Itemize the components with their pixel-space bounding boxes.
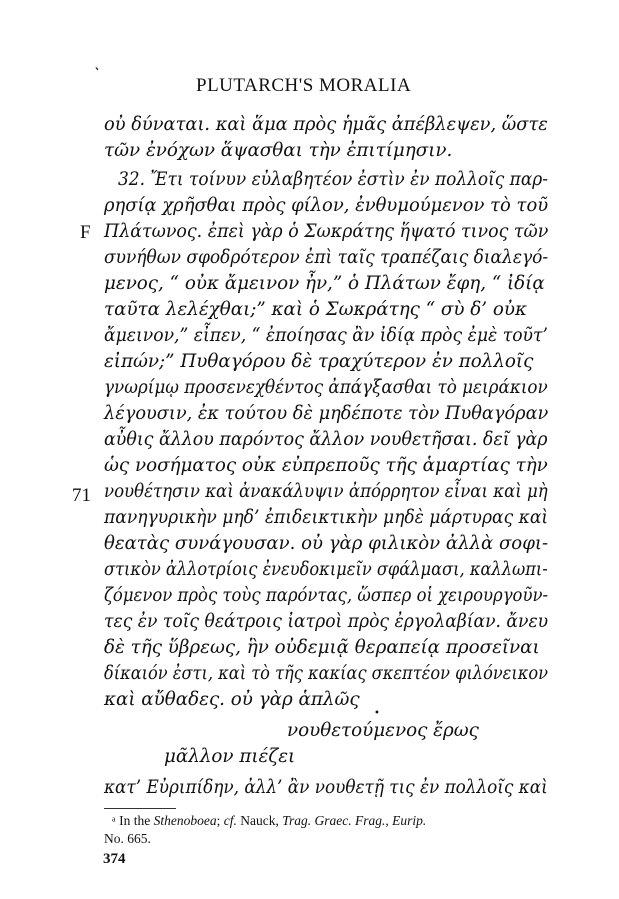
footnote-work-title: Sthenoboea [153, 813, 217, 828]
footnote-text: In the [115, 813, 154, 828]
footnote [112, 813, 426, 829]
footnote-text: Nauck, [236, 813, 283, 828]
text-line: αὖθις ἄλλου παρόντος ἄλλον νουθετῆσαι. δεῖ γὰρ [104, 429, 548, 450]
text-line: γνωρίμῳ προσενεχθέντος ἀπάγξασθαι τὸ μειράκιον [104, 377, 548, 398]
verse-mark: • [374, 708, 380, 719]
margin-letter-f: F [80, 222, 91, 243]
text-line: δὲ τῆς ὕβρεως, ἣν οὐδεμιᾷ θεραπείᾳ προσεῖναι [104, 637, 540, 658]
running-head: PLUTARCH'S MORALIA [196, 75, 412, 96]
margin-section-number: 71 [72, 485, 91, 506]
text-line: συνήθων σφοδρότερον ἐπὶ ταῖς τραπέζαις διαλεγό- [104, 247, 549, 268]
text-line: Πλάτωνος. ἐπεὶ γὰρ ὁ Σωκράτης ἥψατό τινος τῶν [104, 221, 549, 242]
text-line: μενος, “ οὐκ ἄμεινον ἦν,” ὁ Πλάτων ἔφη, “ ἰδίᾳ [104, 273, 545, 294]
text-line: ζόμενον πρὸς τοὺς παρόντας, ὥσπερ οἱ χειρουργοῦν- [104, 585, 549, 606]
text-line: ἄμεινον,” εἶπεν, “ ἐποίησας ἂν ἰδίᾳ πρὸς ἐμὲ τοῦτ’ [104, 325, 548, 346]
footnote-cf: cf. [223, 813, 237, 828]
text-line: στικὸν ἀλλοτρίοις ἐνευδοκιμεῖν σφάλμασι, καλλωπι- [104, 559, 548, 580]
text-line: εἰπών;” Πυθαγόρου δὲ τραχύτερον ἐν πολλοῖς [104, 351, 534, 372]
text-line: 32. Ἔτι τοίνυν εὐλαβητέον ἐστὶν ἐν πολλοῖς παρ- [118, 169, 549, 190]
text-line: πανηγυρικὴν μηδ’ ἐπιδεικτικὴν μηδὲ μάρτυρας καὶ [104, 507, 549, 528]
footnote-rule [104, 808, 176, 809]
text-line: οὐ δύναται. καὶ ἅμα πρὸς ἡμᾶς ἀπέβλεψεν, ὥστε [104, 114, 548, 135]
text-line: τες ἐν τοῖς θεάτροις ἰατροὶ πρὸς ἐργολαβίαν. ἄνευ [104, 611, 549, 632]
text-line: λέγουσιν, ἐκ τούτου δὲ μηδέποτε τὸν Πυθαγόραν [104, 403, 549, 424]
footnote-marker: ᵃ [112, 813, 116, 828]
text-line: ὡς νοσήματος οὐκ εὐπρεποῦς τῆς ἁμαρτίας τὴν [104, 455, 548, 476]
page-number: 374 [103, 851, 126, 867]
footnote-text: ; [216, 813, 224, 828]
text-line: νουθέτησιν καὶ ἀνακάλυψιν ἀπόρρητον εἶναι καὶ μὴ [104, 481, 548, 502]
footnote-reference: Trag. Graec. Frag., Eurip. [282, 813, 427, 828]
text-line: δίκαιόν ἐστι, καὶ τὸ τῆς κακίας σκεπτέον φιλόνεικον [104, 663, 548, 684]
verse-line: μᾶλλον πιέζει [164, 746, 296, 767]
text-line: θεατὰς συνάγουσαν. οὐ γὰρ φιλικὸν ἀλλὰ σοφι- [104, 533, 549, 554]
verse-line: νουθετούμενος ἔρως [287, 720, 479, 741]
text-line-last: κατ’ Εὐριπίδην, ἀλλ’ ἂν νουθετῇ τις ἐν πολλοῖς καὶ [104, 777, 548, 798]
text-line: τῶν ἐνόχων ἅψασθαι τὴν ἐπιτίμησιν. [104, 140, 453, 161]
text-line: καὶ αὔθαδες. οὐ γὰρ ἁπλῶς [104, 689, 360, 710]
text-line: ρησίᾳ χρῆσθαι πρὸς φίλον, ἐνθυμούμενον τὸ τοῦ [104, 195, 549, 216]
footnote-line-2: No. 665. [104, 831, 151, 846]
text-line: ταῦτα λελέχθαι;” καὶ ὁ Σωκράτης “ σὺ δ’ οὐκ [104, 299, 528, 320]
print-mark: ‵ [95, 66, 99, 82]
